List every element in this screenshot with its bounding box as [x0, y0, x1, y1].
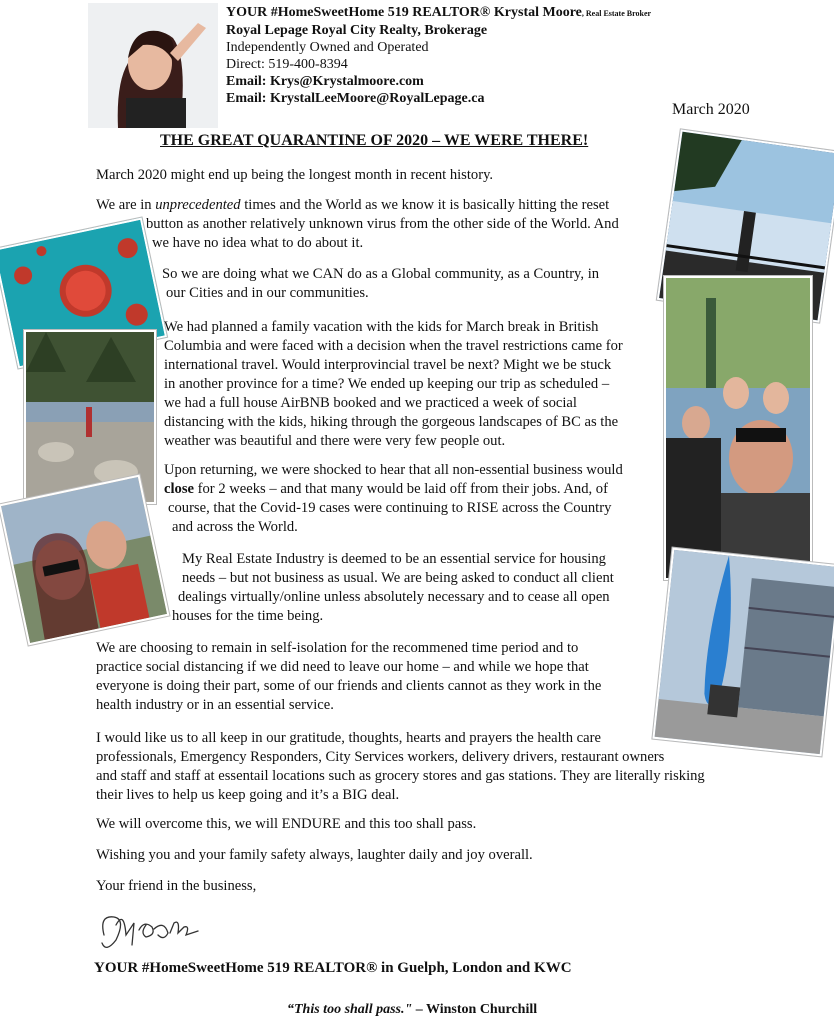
- paragraph-real-estate: My Real Estate Industry is deemed to be an essential service for housing needs – but not business as usual. We are being asked to conduct all client dealings virtually/online unless absolutely necessary and to cease all open houses for the time being.: [172, 551, 614, 624]
- paragraph-self-isolation: We are choosing to remain in self-isolation for the recommened time period and to practice social distancing if we did need to leave our home – and while we hope that everyone is doing their part, some of our friends and clients cannot as they work in the health industry or in an essential service.: [96, 640, 602, 713]
- quote-author: – Winston Churchill: [412, 1002, 538, 1017]
- header-email-2: Email: KrystalLeeMoore@RoyalLepage.ca: [226, 91, 485, 106]
- quote-text: “This too shall pass.": [287, 1002, 413, 1017]
- header-direct-phone: Direct: 519-400-8394: [226, 57, 348, 72]
- header-email-1: Email: Krys@Krystalmoore.com: [226, 74, 424, 89]
- header-brokerage: Royal Lepage Royal City Realty, Brokerage: [226, 23, 488, 38]
- paragraph-global-community: So we are doing what we CAN do as a Global community, as a Country, in our Cities and in our communities.: [162, 266, 600, 301]
- letter-date: March 2020: [672, 101, 750, 118]
- header-line1: YOUR #HomeSweetHome 519 REALTOR® Krystal Moore: [226, 5, 582, 20]
- closing-quote: [287, 1002, 537, 1018]
- paragraph-vacation: We had planned a family vacation with the kids for March break in British Columbia and were faced with a decision when the travel restrictions came for international travel. Would interprovincial travel be next? Might we be stuck in another province for a time? We ended up keeping our trip as scheduled – we had a full house AirBNB booked and we practiced a week of social distancing with the kids, hiking through the gorgeous landscapes of BC as the weather was beautiful and there were very few people out.: [164, 319, 623, 449]
- paragraph-unprecedented: We are in unprecedented times and the World as we know it is basically hitting the reset button as another relatively unknown virus from the other side of the World. And we have no idea what to do about it.: [96, 197, 619, 251]
- emphasis-unprecedented: unprecedented: [155, 197, 241, 213]
- handwritten-signature: [94, 905, 214, 960]
- family-bridge-photo: [664, 276, 812, 580]
- paragraph-closing: Your friend in the business,: [96, 878, 257, 894]
- paragraph-gratitude: I would like us to all keep in our gratitude, thoughts, hearts and prayers the health care professionals, Emergency Responders, City Services workers, delivery drivers, restaurant owners and staff and staff at essentail locations such as grocery stores and gas stations. They are literally risking their lives to help us keep going and it’s a BIG deal.: [96, 730, 705, 803]
- letter-title: THE GREAT QUARANTINE OF 2020 – WE WERE THERE!: [160, 132, 589, 149]
- header-title-small: , Real Estate Broker: [581, 9, 652, 18]
- agent-portrait: [88, 3, 218, 128]
- agent-header: [226, 4, 651, 107]
- paragraph-intro: March 2020 might end up being the longest month in recent history.: [96, 167, 494, 183]
- city-sculpture-photo: [652, 548, 834, 757]
- paragraph-returning: Upon returning, we were shocked to hear that all non-essential business would close for 2 weeks – and that many would be laid off from their jobs. And, of course, that the Covid-19 cases were continuing to RISE across the Country and across the World.: [164, 462, 623, 535]
- emphasis-close: close: [164, 481, 194, 497]
- paragraph-wishing: Wishing you and your family safety always, laughter daily and joy overall.: [96, 847, 533, 863]
- footer-tagline: YOUR #HomeSweetHome 519 REALTOR® in Guelph, London and KWC: [94, 960, 572, 976]
- paragraph-endure: We will overcome this, we will ENDURE and this too shall pass.: [96, 816, 477, 832]
- header-independent: Independently Owned and Operated: [226, 40, 429, 55]
- couple-selfie-photo: [0, 475, 169, 646]
